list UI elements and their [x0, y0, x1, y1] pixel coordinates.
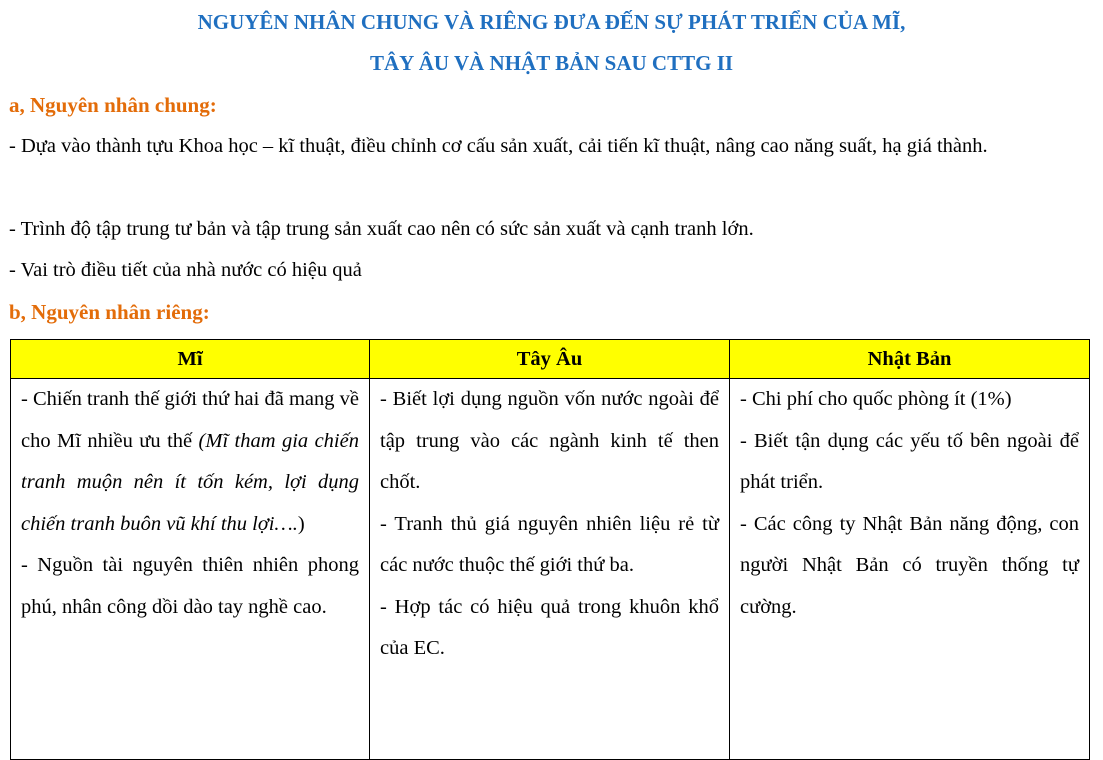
column-header-my: Mĩ [11, 340, 370, 379]
column-header-nhat-ban: Nhật Bản [730, 340, 1090, 379]
section-b-heading: b, Nguyên nhân riêng: [9, 300, 210, 324]
cell-nhat-ban [730, 379, 1090, 760]
my-cause-2: - Nguồn tài nguyên thiên nhiên phong phú, nhân công dồi dào tay nghề cao. [21, 554, 359, 618]
column-header-tay-au: Tây Âu [370, 340, 730, 379]
general-cause-2: - Trình độ tập trung tư bản và tập trung sản xuất cao nên có sức sản xuất và cạnh tranh lớn. [9, 218, 754, 240]
my-cause-1-text: - Chiến tranh thế giới thứ hai đã mang về cho Mĩ nhiều ưu thế [21, 388, 359, 452]
my-cause-1-close: ) [297, 512, 305, 535]
nhat-ban-cause-3: - Các công ty Nhật Bản năng động, con người Nhật Bản có truyền thống tự cường. [740, 512, 1079, 618]
tay-au-cause-2: - Tranh thủ giá nguyên nhiên liệu rẻ từ các nước thuộc thế giới thứ ba. [380, 512, 719, 576]
table-header-row [11, 340, 1090, 379]
table-row [11, 379, 1090, 760]
general-cause-3: - Vai trò điều tiết của nhà nước có hiệu quả [9, 259, 362, 281]
general-cause-1: - Dựa vào thành tựu Khoa học – kĩ thuật, điều chỉnh cơ cấu sản xuất, cải tiến kĩ thuật, nâng cao năng suất, hạ giá thành. [9, 135, 988, 157]
cell-my [11, 379, 370, 760]
specific-causes-table [10, 339, 1090, 760]
document-title-line-2: TÂY ÂU VÀ NHẬT BẢN SAU CTTG II [369, 51, 734, 75]
section-a-heading: a, Nguyên nhân chung: [9, 93, 217, 117]
cell-tay-au [370, 379, 730, 760]
my-cause-1 [21, 379, 359, 545]
tay-au-cause-1: - Biết lợi dụng nguồn vốn nước ngoài để tập trung vào các ngành kinh tế then chốt. [380, 388, 719, 493]
tay-au-cause-3: - Hợp tác có hiệu quả trong khuôn khổ của EC. [380, 595, 719, 659]
nhat-ban-cause-2: - Biết tận dụng các yếu tố bên ngoài để phát triển. [740, 429, 1079, 493]
document-title-line-1: NGUYÊN NHÂN CHUNG VÀ RIÊNG ĐƯA ĐẾN SỰ PHÁT TRIỂN CỦA MĨ, [197, 10, 906, 34]
my-cause-1-note: (Mĩ tham gia chiến tranh muộn nên ít tốn kém, lợi dụng chiến tranh buôn vũ khí thu lợi…. [21, 429, 359, 535]
nhat-ban-cause-1: - Chi phí cho quốc phòng ít (1%) [740, 388, 1012, 410]
